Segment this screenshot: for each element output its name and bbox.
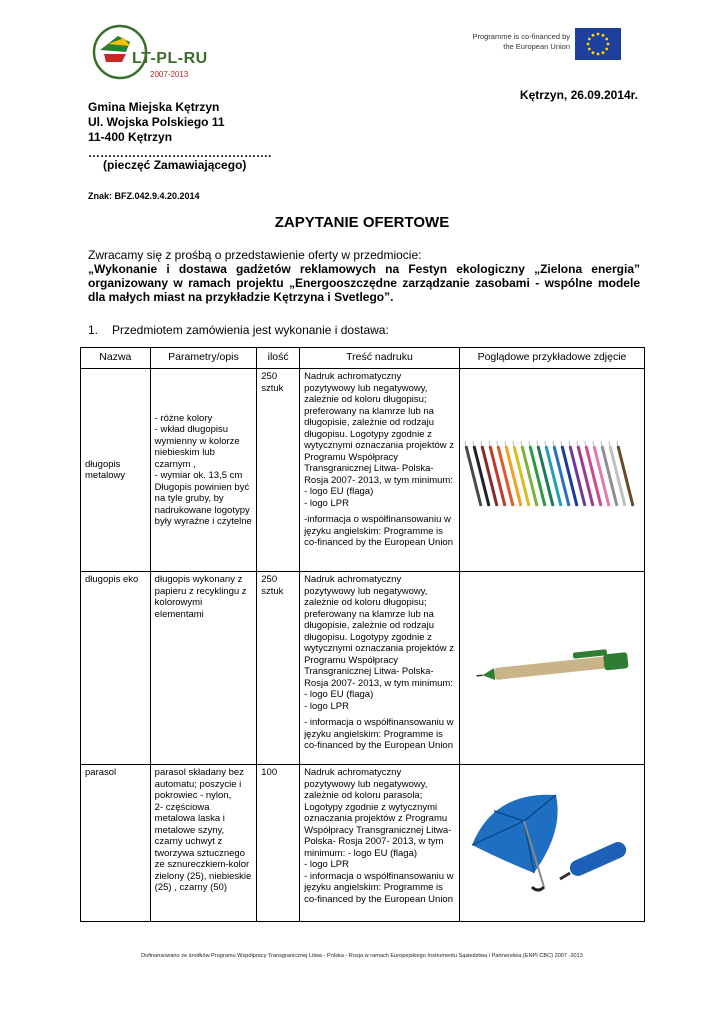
table-row bbox=[81, 572, 645, 765]
section-1-text: Przedmiotem zamówienia jest wykonanie i dostawa: bbox=[112, 323, 389, 337]
metal-pens-image bbox=[464, 425, 640, 515]
umbrella-image bbox=[464, 781, 640, 901]
logo-years: 2007-2013 bbox=[150, 70, 189, 79]
header-name: Nazwa bbox=[81, 348, 151, 369]
reference-number: Znak: BFZ.042.9.4.20.2014 bbox=[88, 191, 200, 201]
row-params: - różne kolory - wkład długopisu wymienny w kolorze niebieskim lub czarnym , - wymiar ok. 13,5 cm Długopis powinien być na tyle gruby, by nadrukowane logotypy były wyraźne i czytelne bbox=[150, 369, 257, 572]
table-row bbox=[81, 765, 645, 922]
document-title: ZAPYTANIE OFERTOWE bbox=[274, 214, 450, 231]
row-print-info: -informacja o współfinansowaniu w języku angielskim: Programme is co-financed by the European Union bbox=[304, 514, 453, 548]
row-print bbox=[300, 572, 460, 765]
table-header-row bbox=[81, 348, 645, 369]
subject-text: „Wykonanie i dostawa gadżetów reklamowych na Festyn ekologiczny „Zielona energia” organizowany w ramach projektu „Energooszczędne zarządzanie zasobami - wspólne modele dla małych miast na przykładzie Kętrzyna i Svetlego”. bbox=[88, 262, 640, 304]
row-qty: 100 bbox=[257, 765, 300, 922]
row-photo bbox=[459, 369, 644, 572]
section-1 bbox=[88, 323, 389, 337]
row-name: parasol bbox=[81, 765, 151, 922]
row-print-main: Nadruk achromatyczny pozytywowy lub negatywowy, zależnie od koloru długopisu; preferowany na klamrze lub na długopisie, zależnie od rodzaju długopisu. Logotypy zgodnie z wytycznymi oznaczania projektów z Programu Współpracy Transgranicznej Litwa- Polska-Rosja 2007- 2013, w tym minimum: - logo EU (flaga) - logo LPR bbox=[304, 371, 455, 509]
addressee-line1: Gmina Miejska Kętrzyn bbox=[88, 100, 220, 114]
footer-note: Dofinansowano ze środków Programu Współpracy Transgranicznej Litwa - Polska - Rosja w ramach Europejskiego Instrumentu Sąsiedztwa i Partnerstwa (ENPI CBC) 2007 -2013 bbox=[141, 953, 583, 959]
row-qty: 250 sztuk bbox=[257, 572, 300, 765]
row-params: długopis wykonany z papieru z recyklingu z kolorowymi elementami bbox=[150, 572, 257, 765]
row-print-info: - informacja o współfinansowaniu w języku angielskim: Programme is co-financed by the European Union bbox=[304, 717, 454, 751]
table-row bbox=[81, 369, 645, 572]
section-1-number: 1. bbox=[88, 323, 99, 337]
row-print: Nadruk achromatyczny pozytywowy lub negatywowy, zależnie od koloru parasola; Logotypy zgodnie z wytycznymi oznaczania projektów z Programu Współpracy Transgranicznej Litwa-Polska- Rosja 2007- 2013, w tym minimum: - logo EU (flaga) - logo LPR - informacja o współfinansowaniu w języku angielskim: Programme is co-financed by the European Union bbox=[300, 765, 460, 922]
eu-flag-icon bbox=[575, 28, 621, 60]
stamp-label: (pieczęć Zamawiającego) bbox=[103, 158, 247, 172]
addressee-line2: Ul. Wojska Polskiego 11 bbox=[88, 115, 225, 129]
header-photo: Poglądowe przykładowe zdjęcie bbox=[459, 348, 644, 369]
row-photo bbox=[459, 572, 644, 765]
row-params: parasol składany bez automatu; poszycie i pokrowiec - nylon, 2- częściowa metalowa laska i metalowe szyny, czarny uchwyt z tworzywa sztucznego ze sznureczkiem-kolor zielony (25), niebieskie (25) , czarny (50) bbox=[150, 765, 257, 922]
place-date: Kętrzyn, 26.09.2014r. bbox=[519, 88, 638, 102]
addressee-block bbox=[88, 100, 225, 145]
row-name: długopis metalowy bbox=[81, 369, 151, 572]
row-qty: 250 sztuk bbox=[257, 369, 300, 572]
header-qty: ilość bbox=[257, 348, 300, 369]
header-print: Treść nadruku bbox=[300, 348, 460, 369]
row-print-main: Nadruk achromatyczny pozytywowy lub negatywowy, zależnie od koloru długopisu; preferowany na klamrze lub na długopisie, zależnie od rodzaju długopisu. Logotypy zgodnie z wytycznymi oznaczania projektów z Programu Współpracy Transgranicznej Litwa- Polska-Rosja 2007- 2013, w tym minimum: - logo EU (flaga) - logo LPR bbox=[304, 574, 455, 712]
row-name: długopis eko bbox=[81, 572, 151, 765]
logo-text: LT-PL-RU bbox=[132, 50, 208, 67]
eco-pen-image bbox=[464, 646, 640, 686]
row-photo bbox=[459, 765, 644, 922]
intro-text: Zwracamy się z prośbą o przedstawienie oferty w przedmiocie: bbox=[88, 248, 422, 262]
stamp-dots: ………………………………………. bbox=[88, 146, 272, 160]
header-params: Parametry/opis bbox=[150, 348, 257, 369]
eu-cofinance-text: Programme is co-financed by the European Union bbox=[472, 32, 570, 51]
row-print bbox=[300, 369, 460, 572]
order-table bbox=[80, 347, 645, 922]
addressee-line3: 11-400 Kętrzyn bbox=[88, 130, 173, 144]
